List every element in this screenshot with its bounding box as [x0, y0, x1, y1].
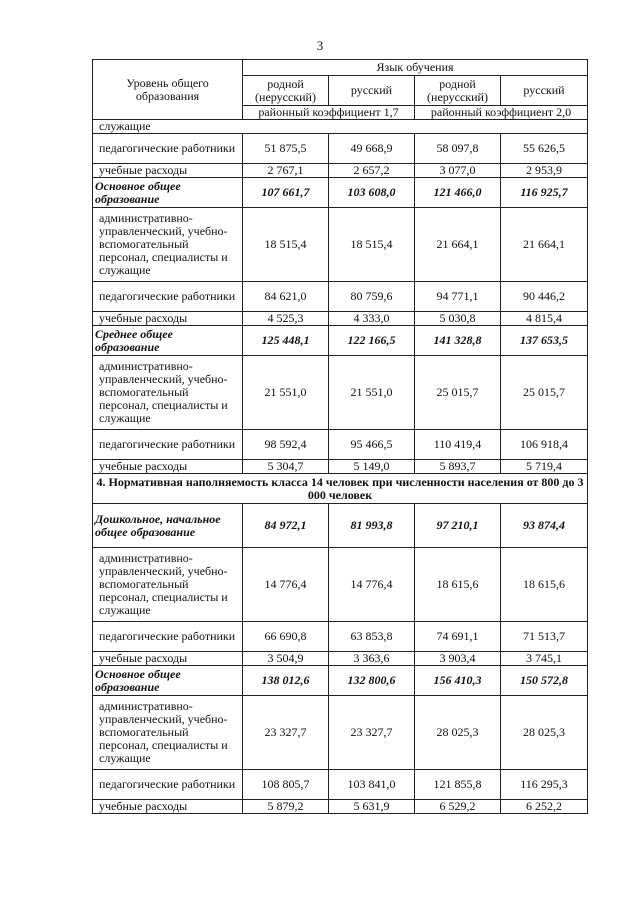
category-row	[93, 178, 588, 208]
value-cell: 63 853,8	[329, 622, 415, 652]
value-cell: 84 972,1	[243, 504, 329, 548]
value-cell: 103 608,0	[329, 178, 415, 208]
value-cell: 25 015,7	[415, 356, 501, 430]
value-cell: 66 690,8	[243, 622, 329, 652]
value-cell: 3 745,1	[501, 652, 588, 666]
value-cell: 81 993,8	[329, 504, 415, 548]
value-cell: 28 025,3	[501, 696, 588, 770]
table-row	[93, 356, 588, 430]
value-cell: 28 025,3	[415, 696, 501, 770]
category-row	[93, 666, 588, 696]
row-label: Основное общее образование	[93, 178, 243, 208]
value-cell: 94 771,1	[415, 282, 501, 312]
row-label: Среднее общее образование	[93, 326, 243, 356]
lang-russian-header: русский	[501, 76, 588, 106]
table-row	[93, 696, 588, 770]
level-header: Уровень общего образования	[93, 60, 243, 120]
value-cell: 3 903,4	[415, 652, 501, 666]
value-cell: 2 953,9	[501, 164, 588, 178]
value-cell: 23 327,7	[243, 696, 329, 770]
value-cell: 74 691,1	[415, 622, 501, 652]
value-cell: 97 210,1	[415, 504, 501, 548]
table-row	[93, 622, 588, 652]
row-label: учебные расходы	[93, 460, 243, 474]
row-label: учебные расходы	[93, 312, 243, 326]
table-row	[93, 120, 588, 134]
value-cell: 103 841,0	[329, 770, 415, 800]
value-cell: 110 419,4	[415, 430, 501, 460]
value-cell: 106 918,4	[501, 430, 588, 460]
row-label: Основное общее образование	[93, 666, 243, 696]
value-cell: 5 149,0	[329, 460, 415, 474]
value-cell: 141 328,8	[415, 326, 501, 356]
table-row	[93, 208, 588, 282]
value-cell: 3 077,0	[415, 164, 501, 178]
row-label: педагогические работники	[93, 622, 243, 652]
table-row	[93, 460, 588, 474]
table-row	[93, 800, 588, 814]
value-cell: 2 657,2	[329, 164, 415, 178]
value-cell: 150 572,8	[501, 666, 588, 696]
table-row	[93, 312, 588, 326]
value-cell: 4 333,0	[329, 312, 415, 326]
value-cell: 5 631,9	[329, 800, 415, 814]
row-label: административно-управленческий, учебно-вспомогательный персонал, специалисты и служащие	[93, 208, 243, 282]
language-header: Язык обучения	[243, 60, 588, 76]
value-cell: 14 776,4	[329, 548, 415, 622]
value-cell: 21 551,0	[329, 356, 415, 430]
table-row	[93, 282, 588, 312]
value-cell: 5 893,7	[415, 460, 501, 474]
category-row	[93, 326, 588, 356]
value-cell: 125 448,1	[243, 326, 329, 356]
row-label: Дошкольное, начальное общее образование	[93, 504, 243, 548]
row-label: учебные расходы	[93, 800, 243, 814]
value-cell: 116 925,7	[501, 178, 588, 208]
value-cell: 18 515,4	[329, 208, 415, 282]
lang-native-header: родной (нерусский)	[415, 76, 501, 106]
value-cell: 93 874,4	[501, 504, 588, 548]
value-cell: 138 012,6	[243, 666, 329, 696]
row-label: служащие	[93, 120, 588, 134]
value-cell: 18 615,6	[415, 548, 501, 622]
row-label: учебные расходы	[93, 164, 243, 178]
value-cell: 4 525,3	[243, 312, 329, 326]
value-cell: 51 875,5	[243, 134, 329, 164]
row-label: учебные расходы	[93, 652, 243, 666]
value-cell: 121 466,0	[415, 178, 501, 208]
value-cell: 21 664,1	[415, 208, 501, 282]
coefficient-header: районный коэффициент 1,7	[243, 106, 415, 120]
value-cell: 23 327,7	[329, 696, 415, 770]
value-cell: 137 653,5	[501, 326, 588, 356]
section-row	[93, 474, 588, 504]
value-cell: 98 592,4	[243, 430, 329, 460]
value-cell: 6 252,2	[501, 800, 588, 814]
table-row	[93, 548, 588, 622]
row-label: административно-управленческий, учебно-вспомогательный персонал, специалисты и служащие	[93, 548, 243, 622]
value-cell: 3 504,9	[243, 652, 329, 666]
value-cell: 3 363,6	[329, 652, 415, 666]
value-cell: 156 410,3	[415, 666, 501, 696]
value-cell: 18 615,6	[501, 548, 588, 622]
value-cell: 116 295,3	[501, 770, 588, 800]
value-cell: 71 513,7	[501, 622, 588, 652]
value-cell: 58 097,8	[415, 134, 501, 164]
table-row	[93, 164, 588, 178]
row-label: педагогические работники	[93, 770, 243, 800]
category-row	[93, 504, 588, 548]
value-cell: 49 668,9	[329, 134, 415, 164]
value-cell: 80 759,6	[329, 282, 415, 312]
value-cell: 5 719,4	[501, 460, 588, 474]
value-cell: 5 304,7	[243, 460, 329, 474]
table-row	[93, 134, 588, 164]
coefficient-header: районный коэффициент 2,0	[415, 106, 588, 120]
value-cell: 6 529,2	[415, 800, 501, 814]
lang-native-header: родной (нерусский)	[243, 76, 329, 106]
value-cell: 4 815,4	[501, 312, 588, 326]
value-cell: 90 446,2	[501, 282, 588, 312]
value-cell: 84 621,0	[243, 282, 329, 312]
table-row	[93, 652, 588, 666]
value-cell: 21 664,1	[501, 208, 588, 282]
table-row	[93, 770, 588, 800]
value-cell: 55 626,5	[501, 134, 588, 164]
value-cell: 122 166,5	[329, 326, 415, 356]
expense-table	[92, 59, 588, 814]
page-number: 3	[316, 38, 324, 53]
value-cell: 121 855,8	[415, 770, 501, 800]
value-cell: 95 466,5	[329, 430, 415, 460]
table-row	[93, 430, 588, 460]
row-label: административно-управленческий, учебно-вспомогательный персонал, специалисты и служащие	[93, 356, 243, 430]
row-label: педагогические работники	[93, 430, 243, 460]
value-cell: 5 879,2	[243, 800, 329, 814]
value-cell: 108 805,7	[243, 770, 329, 800]
lang-russian-header: русский	[329, 76, 415, 106]
row-label: административно-управленческий, учебно-вспомогательный персонал, специалисты и служащие	[93, 696, 243, 770]
value-cell: 25 015,7	[501, 356, 588, 430]
value-cell: 132 800,6	[329, 666, 415, 696]
value-cell: 107 661,7	[243, 178, 329, 208]
row-label: педагогические работники	[93, 134, 243, 164]
row-label: педагогические работники	[93, 282, 243, 312]
value-cell: 5 030,8	[415, 312, 501, 326]
value-cell: 14 776,4	[243, 548, 329, 622]
section-title: 4. Нормативная наполняемость класса 14 человек при численности населения от 800 до 3 000 человек	[93, 474, 588, 504]
value-cell: 21 551,0	[243, 356, 329, 430]
value-cell: 2 767,1	[243, 164, 329, 178]
value-cell: 18 515,4	[243, 208, 329, 282]
